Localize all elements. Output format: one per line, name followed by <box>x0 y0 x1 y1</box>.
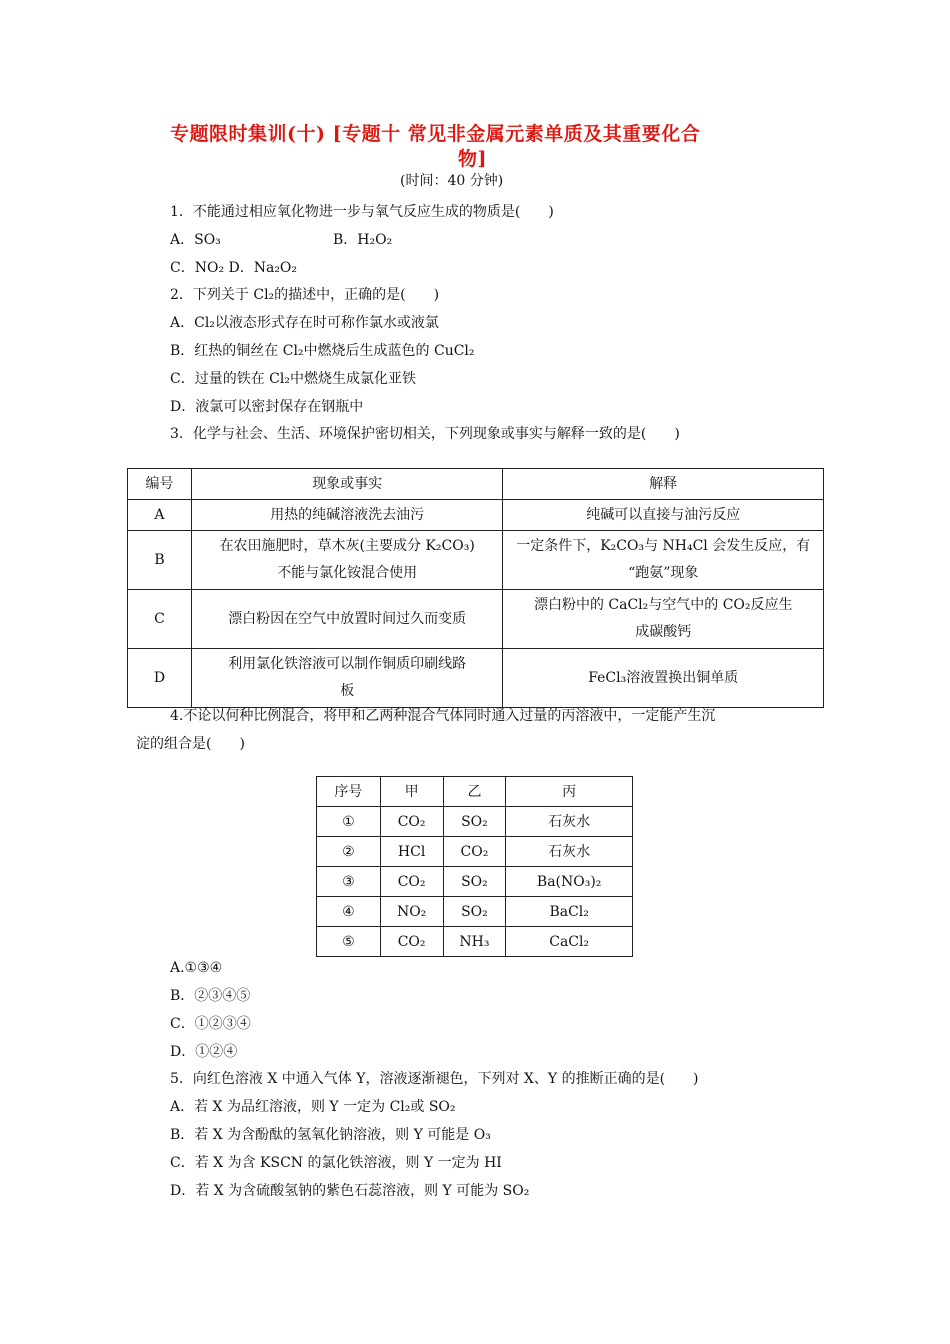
table-cell: NH₃ <box>443 927 506 957</box>
table-cell: HCl <box>380 837 443 867</box>
table-cell: CO₂ <box>380 927 443 957</box>
table-cell-explain <box>503 590 824 649</box>
table-row <box>317 837 633 867</box>
time-limit: (时间：40 分钟) <box>400 173 504 189</box>
table-cell: ⑤ <box>317 927 381 957</box>
q2-stem: 2．下列关于 Cl₂的描述中，正确的是( ) <box>170 287 440 303</box>
table-header-cell: 乙 <box>443 777 506 807</box>
table-row <box>128 649 824 708</box>
table-cell-explain: FeCl₃溶液置换出铜单质 <box>503 649 824 708</box>
table-cell-explain: 纯碱可以直接与油污反应 <box>503 500 824 531</box>
q1-stem: 1．不能通过相应氧化物进一步与氧气反应生成的物质是( ) <box>170 204 554 220</box>
table-cell: SO₂ <box>443 867 506 897</box>
table-cell: BaCl₂ <box>506 897 633 927</box>
q5-option-b: B．若 X 为含酚酞的氢氧化钠溶液，则 Y 可能是 O₃ <box>170 1127 491 1143</box>
q4-option-b: B．②③④⑤ <box>170 988 251 1004</box>
q4-stem-line-2: 淀的组合是( ) <box>136 736 245 752</box>
table-cell: 石灰水 <box>506 807 633 837</box>
table-cell: ② <box>317 837 381 867</box>
table-cell: Ba(NO₃)₂ <box>506 867 633 897</box>
q1-option-cd: C．NO₂ D．Na₂O₂ <box>170 260 298 276</box>
table-cell: ① <box>317 807 381 837</box>
cell-line: “跑氨”现象 <box>628 565 699 581</box>
table-row <box>317 867 633 897</box>
table-cell: CO₂ <box>443 837 506 867</box>
cell-line: 不能与氯化铵混合使用 <box>277 565 418 581</box>
table-cell-id: D <box>128 649 192 708</box>
table-header-cell: 序号 <box>317 777 381 807</box>
table-cell-id: A <box>128 500 192 531</box>
table-cell-explain <box>503 531 824 590</box>
table-cell: ④ <box>317 897 381 927</box>
cell-line: 一定条件下，K₂CO₃与 NH₄Cl 会发生反应，有 <box>516 538 811 554</box>
table-row <box>317 927 633 957</box>
q5-stem: 5．向红色溶液 X 中通入气体 Y，溶液逐渐褪色，下列对 X、Y 的推断正确的是( ) <box>170 1071 699 1087</box>
table-header-row <box>128 469 824 500</box>
table-cell: SO₂ <box>443 897 506 927</box>
q1-option-a: A．SO₃ <box>170 232 221 248</box>
cell-line: 在农田施肥时，草木灰(主要成分 K₂CO₃) <box>219 538 475 554</box>
table-cell-fact: 漂白粉因在空气中放置时间过久而变质 <box>191 590 503 649</box>
table-header-cell: 编号 <box>128 469 192 500</box>
table-header-cell: 甲 <box>380 777 443 807</box>
q5-option-c: C．若 X 为含 KSCN 的氯化铁溶液，则 Y 一定为 HI <box>170 1155 502 1171</box>
table-cell-id: C <box>128 590 192 649</box>
page-title <box>170 122 820 172</box>
q4-option-a: A.①③④ <box>170 960 223 976</box>
table-cell-fact: 用热的纯碱溶液洗去油污 <box>191 500 503 531</box>
cell-line: 漂白粉中的 CaCl₂与空气中的 CO₂反应生 <box>533 597 793 613</box>
q3-table <box>127 468 824 708</box>
table-cell: CaCl₂ <box>506 927 633 957</box>
q5-option-a: A．若 X 为品红溶液，则 Y 一定为 Cl₂或 SO₂ <box>170 1099 456 1115</box>
table-header-cell: 丙 <box>506 777 633 807</box>
q2-option-c: C．过量的铁在 Cl₂中燃烧生成氯化亚铁 <box>170 371 416 387</box>
table-row <box>128 531 824 590</box>
table-cell: CO₂ <box>380 807 443 837</box>
table-row <box>128 590 824 649</box>
cell-line: 利用氯化铁溶液可以制作铜质印刷线路 <box>228 656 467 672</box>
table-cell: CO₂ <box>380 867 443 897</box>
q4-table <box>316 776 633 957</box>
cell-line: 成碳酸钙 <box>635 624 692 640</box>
q2-option-a: A．Cl₂以液态形式存在时可称作氯水或液氯 <box>170 315 439 331</box>
table-header-cell: 解释 <box>503 469 824 500</box>
table-cell-fact <box>191 649 503 708</box>
q5-option-d: D．若 X 为含硫酸氢钠的紫色石蕊溶液，则 Y 可能为 SO₂ <box>170 1183 530 1199</box>
table-cell: SO₂ <box>443 807 506 837</box>
cell-line: 板 <box>340 683 355 699</box>
table-cell: NO₂ <box>380 897 443 927</box>
table-cell: 石灰水 <box>506 837 633 867</box>
title-line-2: 物] <box>458 148 487 170</box>
q4-stem-line-1: 4.不论以何种比例混合，将甲和乙两种混合气体同时通入过量的丙溶液中，一定能产生沉 <box>170 708 716 724</box>
q2-option-b: B．红热的铜丝在 Cl₂中燃烧后生成蓝色的 CuCl₂ <box>170 343 475 359</box>
table-row <box>317 897 633 927</box>
table-row <box>317 807 633 837</box>
table-cell: ③ <box>317 867 381 897</box>
q1-option-b: B．H₂O₂ <box>333 232 393 248</box>
q4-option-c: C．①②③④ <box>170 1016 251 1032</box>
table-cell-id: B <box>128 531 192 590</box>
table-header-row <box>317 777 633 807</box>
q3-stem: 3．化学与社会、生活、环境保护密切相关，下列现象或事实与解释一致的是( ) <box>170 426 680 442</box>
table-header-cell: 现象或事实 <box>191 469 503 500</box>
table-row <box>128 500 824 531</box>
q2-option-d: D．液氯可以密封保存在钢瓶中 <box>170 399 364 415</box>
table-cell-fact <box>191 531 503 590</box>
title-line-1: 专题限时集训(十) [专题十 常见非金属元素单质及其重要化合 <box>170 123 701 145</box>
q4-option-d: D．①②④ <box>170 1044 238 1060</box>
